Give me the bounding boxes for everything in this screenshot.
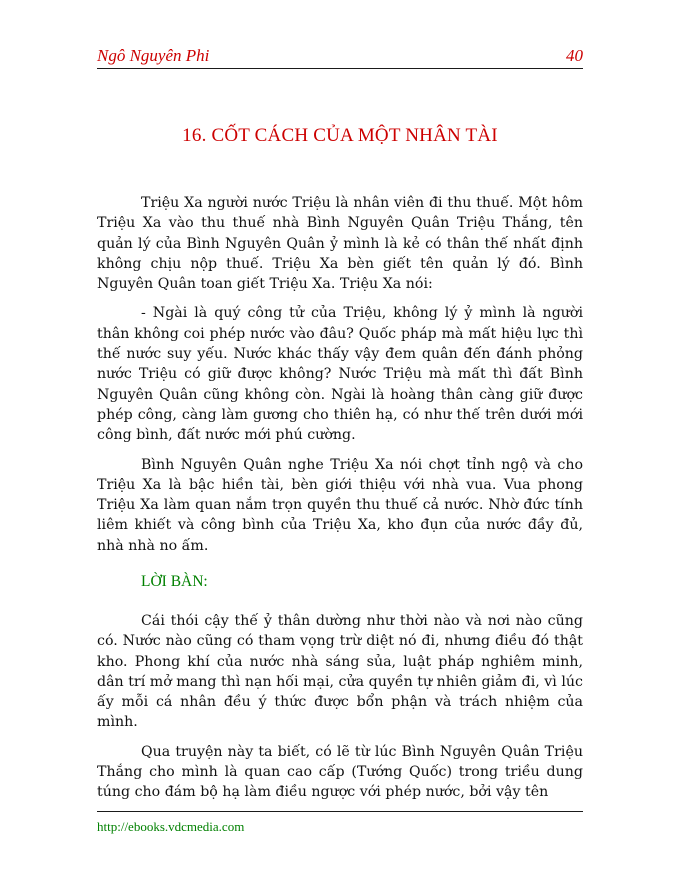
commentary-body	[97, 611, 583, 812]
header-author: Ngô Nguyên Phi	[97, 46, 210, 65]
story-paragraph: - Ngài là quý công tử của Triệu, không lý ỷ mình là người thân không coi phép nước vào đâu? Quốc pháp mà mất hiệu lực thì thế nước suy yếu. Nước khác thấy vậy đem quân đến đánh phỏng nước Triệu có giữ được không? Nước Triệu mà mất thì đất Bình Nguyên Quân cũng không còn. Ngài là hoàng thân càng giữ được phép công, càng làm gương cho thiên hạ, có như thế trên dưới mới công bình, đất nước mới phú cường.	[97, 305, 583, 444]
commentary-paragraph: Cái thói cậy thế ỷ thân dường như thời nào và nơi nào cũng có. Nước nào cũng có tham vọng trừ diệt nó đi, nhưng điều đó thật kho. Phong khí của nước nhà sáng sủa, luật pháp nghiêm minh, dân trí mở mang thì nạn hối mại, cửa quyền tự nhiên giảm đi, vì lúc ấy mỗi cá nhân đều ý thức được bổn phận và trách nhiệm của mình.	[97, 613, 583, 731]
commentary-paragraph: Qua truyện này ta biết, có lẽ từ lúc Bình Nguyên Quân Triệu Thắng cho mình là quan cao cấp (Tướng Quốc) trong triều dung túng cho đám bộ hạ làm điều ngược với phép nước, bởi vậy tên	[97, 743, 583, 801]
chapter-title: 16. CỐT CÁCH CỦA MỘT NHÂN TÀI	[182, 125, 498, 146]
header-page-number: 40	[566, 46, 583, 65]
footer-url-link[interactable]: http://ebooks.vdcmedia.com	[97, 819, 245, 834]
story-paragraph: Triệu Xa người nước Triệu là nhân viên đi thu thuế. Một hôm Triệu Xa vào thu thuế nhà Bình Nguyên Quân Triệu Thắng, tên quản lý của Bình Nguyên Quân ỷ mình là kẻ có thân thế nhất định không chịu nộp thuế. Triệu Xa bèn giết tên quản lý đó. Bình Nguyên Quân toan giết Triệu Xa. Triệu Xa nói:	[97, 195, 583, 293]
page-header	[97, 46, 583, 69]
story-paragraph: Bình Nguyên Quân nghe Triệu Xa nói chợt tỉnh ngộ và cho Triệu Xa là bậc hiền tài, bèn giới thiệu với nhà vua. Vua phong Triệu Xa làm quan nắm trọn quyền thu thuế cả nước. Nhờ đức tính liêm khiết và công bình của Triệu Xa, kho đụn của nước đầy đủ, nhà nhà no ấm.	[97, 456, 583, 554]
page-footer	[97, 811, 583, 835]
story-body	[97, 193, 583, 556]
commentary-heading: LỜI BÀN:	[141, 573, 208, 590]
